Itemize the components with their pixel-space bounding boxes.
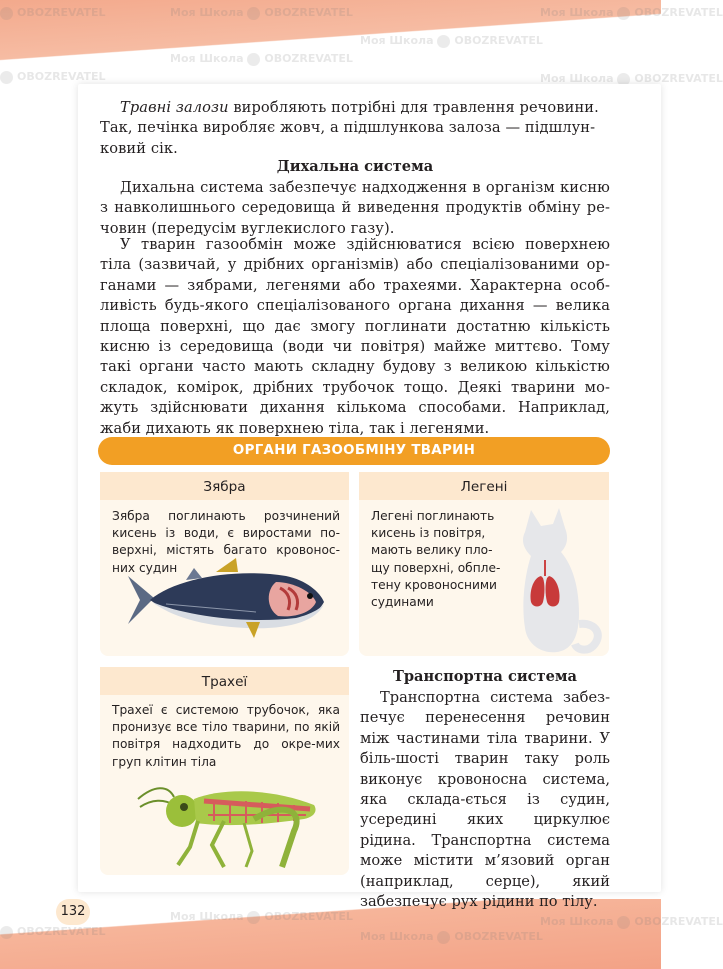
watermark: OBOZREVATEL (540, 915, 723, 929)
gills-title: Зябра (100, 472, 349, 500)
lungs-card (359, 472, 609, 656)
gills-card (100, 472, 349, 656)
watermark: OBOZREVATEL (0, 70, 106, 84)
lungs-text: Легені поглинають кисень із повітря, мають велику пло-щу поверхні, обплe-тену кровоносними судинами (371, 509, 501, 610)
top-decor-band (0, 0, 661, 62)
cat-lungs-illustration (507, 504, 607, 654)
respiratory-paragraph-2: У тварин газообмін може здійснюватися всією поверхнею тіла (зазвичай, у дрібних організмів) або спеціалізованими ор-ганами — зябрами, легенями або трахеями. Характерна особ-ливість будь-якого спеціалізованого органа дихання — велика площа поверхні, що дає змогу поглинати достатню кількість кисню із середовища (води чи повітря) майже миттєво. Тому такі органи часто мають складну будову з великою кількістю складок, комірок, дрібних трубочок тощо. Деякі тварини мо-жуть здійснювати дихання кількома способами. Наприклад, жаби дихають як поверхнею тіла, так і легенями. (100, 236, 610, 437)
tracheae-title: Трахеї (100, 667, 349, 695)
tracheae-text: Трахеї є системою трубочок, яка пронизує все тіло тварини, по якій повітря надходить до окре-мих груп клітин тіла (112, 703, 340, 769)
transport-heading: Транспортна система (392, 668, 578, 685)
lungs-title: Легені (359, 472, 609, 500)
intro-paragraph: Травні залози виробляють потрібні для травлення речовини. Так, печінка виробляє жовч, а підшлункова залоза — підшлун- ковий сік. (100, 99, 599, 157)
respiratory-heading: Дихальна система (276, 158, 434, 175)
watermark: Моя Школа OBOZREVATEL (540, 72, 723, 85)
grasshopper-illustration (134, 771, 324, 871)
gills-text: Зябра поглинають розчинений кисень із води, є виростами по-верхні, містять багато кровонос-них судин (112, 509, 340, 575)
respiratory-paragraph-1: Дихальна система забезпечує надходження в організм кисню з навколишнього середовища й виведення продуктів обміну ре-човин (передусім вуглекислого газу). (100, 179, 610, 237)
transport-paragraph: Транспортна система забез-печує перенесення речовин між частинами тіла тварини. У біль-шості тварин таку роль виконує кровоносна система, яка склада-ється із судин, усередині яких циркулює рідина. Транспортна система може містити м’язовий орган (наприклад, серце), який забезпечує рух рідини по тілу. (360, 689, 610, 911)
term-digestive-glands: Травні залози (120, 99, 229, 116)
tracheae-card (100, 667, 349, 875)
page-number: 132 (56, 899, 90, 925)
tuna-fish-illustration (126, 558, 326, 648)
watermark: OBOZREVATEL (540, 6, 723, 20)
organs-banner: ОРГАНИ ГАЗООБМІНУ ТВАРИН (98, 437, 610, 465)
